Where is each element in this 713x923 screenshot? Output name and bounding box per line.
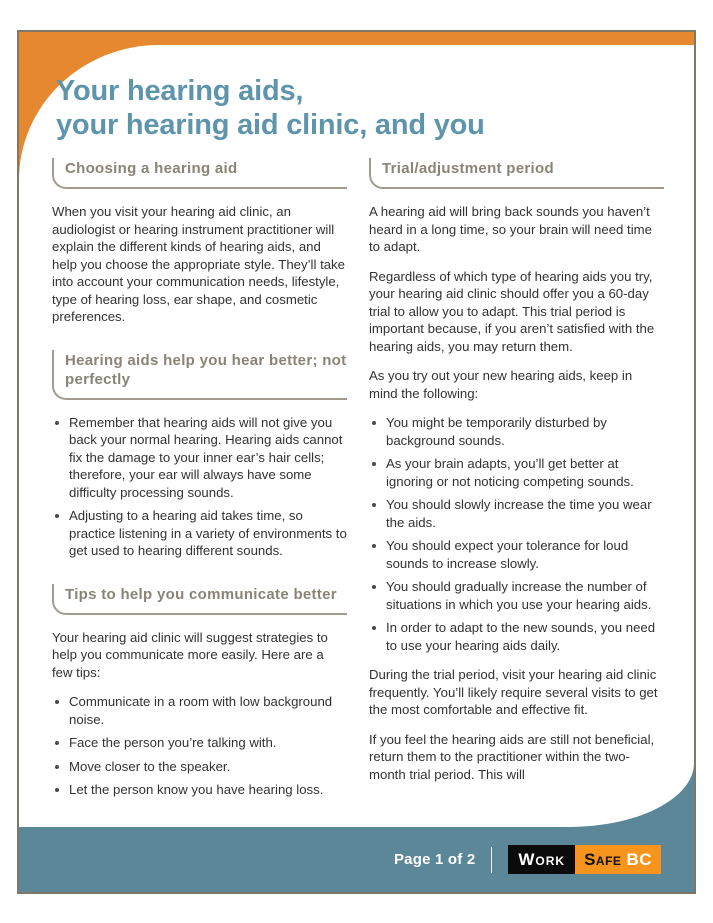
section-heading: Tips to help you communicate better (52, 584, 347, 615)
document-page (17, 30, 696, 894)
bullet-item: Communicate in a room with low background noise. (52, 693, 347, 728)
paragraph: Regardless of which type of hearing aids you try, your hearing aid clinic should offer you a 60-day trial to allow you to adapt. This trial period is important because, if you aren’t satisfied with the hearing aids, you may return them. (369, 268, 655, 354)
column-right (369, 158, 664, 811)
bullet-item: Let the person know you have hearing loss. (52, 781, 347, 799)
page-content (19, 32, 694, 892)
bullet-item: You should slowly increase the time you wear the aids. (369, 496, 664, 531)
logo-bc: BC (626, 849, 652, 869)
section-hear-better-not-perfectly (52, 350, 347, 560)
section-heading: Choosing a hearing aid (52, 158, 347, 189)
section-heading: Trial/adjustment period (369, 158, 664, 189)
section-tips-communicate-better (52, 584, 347, 799)
columns (52, 158, 664, 811)
bullet-item: Face the person you’re talking with. (52, 734, 347, 752)
logo-work: Work (508, 845, 575, 874)
footer-divider (491, 847, 492, 873)
paragraph: A hearing aid will bring back sounds you haven’t heard in a long time, so your brain will need time to adapt. (369, 204, 652, 254)
bullet-list (369, 414, 664, 654)
column-left (52, 158, 347, 811)
bullet-list (52, 414, 347, 560)
bullet-item: In order to adapt to the new sounds, you need to use your hearing aids daily. (369, 619, 664, 654)
page-title-line2: your hearing aid clinic, and you (56, 109, 485, 141)
logo-safe: Safe (584, 849, 622, 869)
paragraph: Your hearing aid clinic will suggest strategies to help you communicate more easily. Here are a few tips: (52, 629, 328, 680)
bullet-item: You should expect your tolerance for loud sounds to increase slowly. (369, 537, 664, 572)
page-title-line1: Your hearing aids, (56, 75, 304, 107)
bullet-item: As your brain adapts, you’ll get better at ignoring or not noticing competing sounds. (369, 455, 664, 490)
bullet-item: Remember that hearing aids will not give you back your normal hearing. Hearing aids cannot fix the damage to your inner ear’s hair cells; therefore, your ear will always have some difficulty processing sounds. (52, 414, 347, 502)
bullet-item: Move closer to the speaker. (52, 758, 347, 776)
paragraph: During the trial period, visit your hearing aid clinic frequently. You’ll likely require several visits to get the most comfortable and effective fit. (369, 667, 658, 717)
page-number: Page 1 of 2 (393, 851, 476, 868)
bullet-item: You might be temporarily disturbed by background sounds. (369, 414, 664, 449)
paragraph: When you visit your hearing aid clinic, an audiologist or hearing instrument practitioner will explain the different kinds of hearing aids, and help you choose the appropriate style. They’ll take into account your communication needs, lifestyle, type of hearing loss, ear shape, and cosmetic preferences. (52, 204, 345, 324)
section-heading: Hearing aids help you hear better; not perfectly (52, 350, 347, 400)
section-choosing-a-hearing-aid (52, 158, 347, 326)
bullet-item: Adjusting to a hearing aid takes time, so practice listening in a variety of environments to get used to hearing different sounds. (52, 507, 347, 560)
logo-safe-bc (575, 845, 661, 874)
paragraph: As you try out your new hearing aids, keep in mind the following: (369, 368, 633, 401)
bullet-item: You should gradually increase the number of situations in which you use your hearing aids. (369, 578, 664, 613)
bullet-list (52, 693, 347, 799)
page-title (56, 74, 664, 142)
section-trial-adjustment-period (369, 158, 664, 783)
footer-bar (19, 827, 694, 892)
worksafebc-logo (508, 845, 661, 874)
paragraph: If you feel the hearing aids are still not beneficial, return them to the practitioner within the two-month trial period. This will (369, 731, 655, 782)
